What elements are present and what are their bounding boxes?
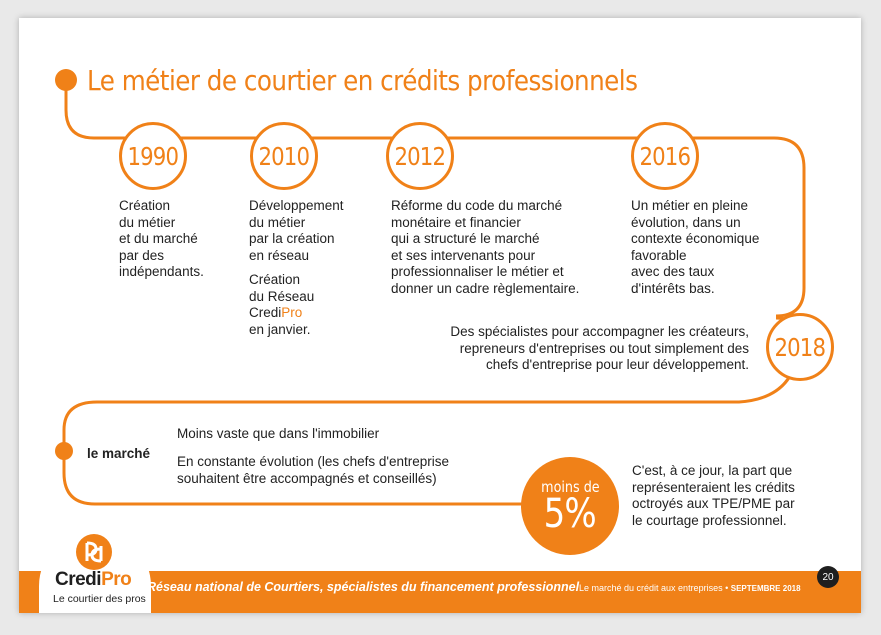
- year-circle-2016: [631, 122, 699, 190]
- badge-explanation: [632, 463, 795, 529]
- milestone-text-2010: [249, 198, 344, 338]
- credipro-brand-line: [249, 305, 344, 322]
- badge-value: 5%: [543, 491, 597, 537]
- credipro-logo-icon: [76, 534, 112, 570]
- text-line: repreneurs d'entreprises ou tout simplement des: [459, 340, 749, 356]
- text-line: du métier: [249, 214, 306, 230]
- text-line: Création: [119, 198, 171, 213]
- market-label: le marché: [87, 446, 151, 461]
- footer-doc-info: Le marché du crédit aux entreprises • SEPTEMBRE 2018: [579, 583, 801, 593]
- text-line: représenteraient les crédits: [632, 479, 795, 495]
- milestone-text-2018: [399, 324, 749, 374]
- text-line: contexte économique: [631, 231, 760, 246]
- badge-caption: moins de: [540, 478, 600, 496]
- footer-date: SEPTEMBRE 2018: [730, 584, 801, 593]
- year-circle-2012: [386, 122, 454, 190]
- market-point-2: [177, 454, 449, 487]
- logo-wordmark: [55, 569, 131, 591]
- year-label: 2016: [639, 141, 691, 171]
- year-circle-1990: [119, 122, 187, 190]
- milestone-text-2016: [631, 198, 759, 297]
- text-line: du métier: [119, 214, 176, 230]
- logo-name-part2: Pro: [101, 569, 132, 590]
- logo-tagline: Le courtier des pros: [53, 593, 146, 605]
- market-point-1: Moins vaste que dans l'immobilier: [177, 426, 380, 441]
- text-line: Des spécialistes pour accompagner les créateurs,: [450, 324, 749, 339]
- text-line: avec des taux: [631, 264, 715, 279]
- text-line: du Réseau: [249, 288, 315, 304]
- year-label: 2012: [394, 141, 446, 171]
- text-line: par la création: [249, 231, 335, 246]
- year-label: 2010: [258, 141, 310, 171]
- text-line: évolution, dans un: [631, 214, 741, 230]
- year-circle-2010: [250, 122, 318, 190]
- text-line: par des: [119, 247, 165, 263]
- logo-name-part1: Credi: [55, 569, 102, 590]
- page-title: Le métier de courtier en crédits professionnels: [87, 64, 638, 97]
- text-line: donner un cadre règlementaire.: [391, 280, 580, 296]
- milestone-text-1990: [119, 198, 204, 281]
- text-line: indépendants.: [119, 264, 204, 279]
- year-circle-2018: [766, 313, 834, 381]
- market-bullet-dot: [55, 442, 73, 460]
- text-line: en réseau: [249, 247, 310, 263]
- brochure-page: [19, 18, 861, 613]
- text-line: monétaire et financier: [391, 214, 521, 230]
- year-label: 2018: [774, 332, 826, 362]
- text-line: Création: [249, 272, 301, 287]
- milestone-text-2012: [391, 198, 579, 297]
- title-bullet-dot: [55, 69, 77, 91]
- brand-prefix: Credi: [249, 305, 282, 320]
- page-number: 20: [817, 566, 839, 588]
- footer-slogan: Réseau national de Courtiers, spécialistes du financement professionnel: [147, 580, 580, 594]
- text-line: chefs d'entreprise pour leur développement.: [486, 357, 749, 372]
- text-line: souhaitent être accompagnés et conseillés): [177, 470, 437, 486]
- text-line: octroyés aux TPE/PME par: [632, 496, 795, 511]
- text-line: professionnaliser le métier et: [391, 264, 564, 279]
- text-line: d'intérêts bas.: [631, 280, 715, 296]
- footer-doc-title: Le marché du crédit aux entreprises: [579, 583, 723, 593]
- text-line: Réforme du code du marché: [391, 198, 563, 213]
- text-line: Un métier en pleine: [631, 198, 749, 213]
- brand-suffix: Pro: [281, 305, 303, 320]
- text-line: Développement: [249, 198, 344, 213]
- text-line: et du marché: [119, 231, 198, 246]
- text-line: qui a structuré le marché: [391, 231, 540, 246]
- year-label: 1990: [127, 141, 179, 171]
- text-line: En constante évolution (les chefs d'entreprise: [177, 454, 449, 469]
- text-line: et ses intervenants pour: [391, 247, 536, 263]
- text-line: le courtage professionnel.: [632, 512, 787, 528]
- text-line: C'est, à ce jour, la part que: [632, 463, 793, 478]
- percentage-badge: [521, 457, 619, 555]
- text-line: favorable: [631, 247, 687, 263]
- text-line: en janvier.: [249, 321, 311, 337]
